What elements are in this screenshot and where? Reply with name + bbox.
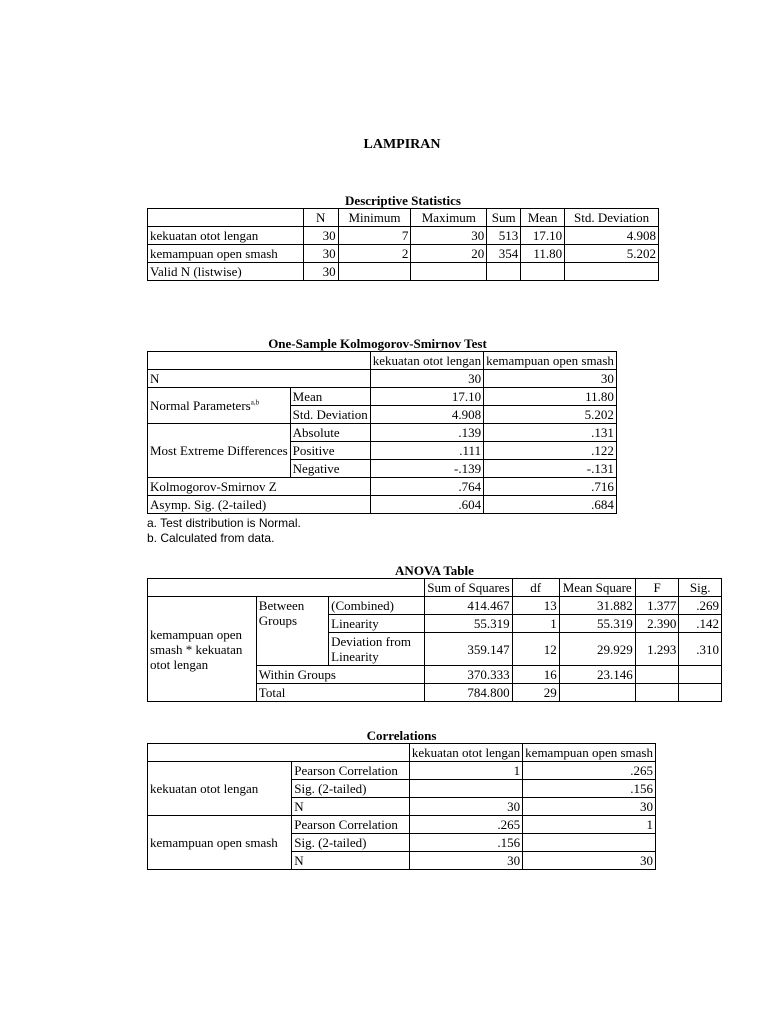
cell: 354: [487, 245, 521, 263]
row-label: Kolmogorov-Smirnov Z: [148, 478, 371, 496]
table-row: [148, 370, 617, 388]
footnotes: [147, 516, 608, 546]
stat-label: N: [292, 798, 410, 816]
row-label: Within Groups: [256, 666, 425, 684]
footnote-b: b. Calculated from data.: [147, 531, 275, 545]
stat-label: Sig. (2-tailed): [292, 834, 410, 852]
cell: 30: [484, 370, 617, 388]
cell: .716: [484, 478, 617, 496]
cell: 17.10: [521, 227, 565, 245]
table-row: [148, 352, 617, 370]
cell: 17.10: [370, 388, 483, 406]
row-label: kekuatan otot lengan: [148, 227, 304, 245]
anova-title: ANOVA Table: [395, 563, 474, 578]
cell: 359.147: [425, 633, 512, 666]
cell: 30: [409, 798, 522, 816]
stat-label: Sig. (2-tailed): [292, 780, 410, 798]
row-label: Most Extreme Differences: [148, 424, 291, 478]
cell: 7: [338, 227, 411, 245]
column-header: df: [512, 579, 559, 597]
cell: 30: [409, 852, 522, 870]
descriptive-title: Descriptive Statistics: [345, 193, 461, 208]
cell: 55.319: [425, 615, 512, 633]
cell: .139: [370, 424, 483, 442]
stat-label: Std. Deviation: [290, 406, 370, 424]
stat-label: Linearity: [329, 615, 425, 633]
column-header: Mean: [521, 209, 565, 227]
cell: 20: [411, 245, 487, 263]
stat-label: Negative: [290, 460, 370, 478]
ks-test-block: [147, 336, 614, 546]
cell: 513: [487, 227, 521, 245]
cell: 12: [512, 633, 559, 666]
cell: .156: [523, 780, 656, 798]
row-label: N: [148, 370, 371, 388]
anova-table: [147, 578, 722, 702]
cell: 1.377: [635, 597, 679, 615]
cell: 784.800: [425, 684, 512, 702]
table-row: [148, 478, 617, 496]
cell: 4.908: [565, 227, 659, 245]
cell: 30: [303, 263, 338, 281]
cell: 31.882: [559, 597, 635, 615]
footnote-marker: a,b: [250, 398, 260, 407]
cell: 23.146: [559, 666, 635, 684]
descriptive-statistics-block: [147, 193, 659, 281]
cell: .265: [523, 762, 656, 780]
cell: 29: [512, 684, 559, 702]
row-label: Valid N (listwise): [148, 263, 304, 281]
table-row: [148, 227, 659, 245]
cell: 2: [338, 245, 411, 263]
row-label: Asymp. Sig. (2-tailed): [148, 496, 371, 514]
stat-label: Absolute: [290, 424, 370, 442]
cell: 5.202: [565, 245, 659, 263]
table-row: [148, 597, 722, 615]
correlations-table: [147, 743, 656, 870]
column-header: F: [635, 579, 679, 597]
footnote-a: a. Test distribution is Normal.: [147, 516, 301, 530]
cell: -.139: [370, 460, 483, 478]
column-header: Std. Deviation: [565, 209, 659, 227]
table-row: [148, 424, 617, 442]
table-row: [148, 245, 659, 263]
cell: 55.319: [559, 615, 635, 633]
stat-label: Mean: [290, 388, 370, 406]
column-header: Maximum: [411, 209, 487, 227]
column-header: Sum: [487, 209, 521, 227]
cell: 2.390: [635, 615, 679, 633]
column-header: Mean Square: [559, 579, 635, 597]
cell: .684: [484, 496, 617, 514]
cell: 1.293: [635, 633, 679, 666]
cell: -.131: [484, 460, 617, 478]
column-header: Sig.: [679, 579, 722, 597]
row-label: kemampuan open smash * kekuatan otot lengan: [148, 597, 257, 702]
column-header: N: [303, 209, 338, 227]
cell: 1: [523, 816, 656, 834]
correlations-title: Correlations: [366, 728, 437, 743]
cell: 29.929: [559, 633, 635, 666]
stat-label: (Combined): [329, 597, 425, 615]
anova-block: [147, 563, 722, 702]
stat-label: N: [292, 852, 410, 870]
table-row: [148, 579, 722, 597]
cell: 11.80: [484, 388, 617, 406]
cell: .310: [679, 633, 722, 666]
cell: .764: [370, 478, 483, 496]
cell: 30: [303, 245, 338, 263]
table-row: [148, 209, 659, 227]
ks-title: One-Sample Kolmogorov-Smirnov Test: [268, 336, 487, 351]
cell: 4.908: [370, 406, 483, 424]
cell: .156: [409, 834, 522, 852]
column-header: Minimum: [338, 209, 411, 227]
cell: 5.202: [484, 406, 617, 424]
column-header: kemampuan open smash: [484, 352, 617, 370]
page-title: LAMPIRAN: [363, 137, 441, 152]
cell: .604: [370, 496, 483, 514]
cell: 30: [523, 852, 656, 870]
row-label: [148, 388, 291, 424]
cell: .122: [484, 442, 617, 460]
stat-label: Pearson Correlation: [292, 816, 410, 834]
cell: 370.333: [425, 666, 512, 684]
cell: 30: [523, 798, 656, 816]
column-header: kekuatan otot lengan: [409, 744, 522, 762]
cell: .142: [679, 615, 722, 633]
cell: 1: [512, 615, 559, 633]
row-label: Total: [256, 684, 425, 702]
cell: .131: [484, 424, 617, 442]
cell: .269: [679, 597, 722, 615]
row-label: kekuatan otot lengan: [148, 762, 292, 816]
table-row: [148, 762, 656, 780]
cell: .111: [370, 442, 483, 460]
column-header: kemampuan open smash: [523, 744, 656, 762]
correlations-block: [147, 728, 656, 870]
cell: 30: [411, 227, 487, 245]
row-label: Between Groups: [256, 597, 328, 666]
descriptive-table: [147, 208, 659, 281]
table-row: [148, 744, 656, 762]
cell: .265: [409, 816, 522, 834]
table-row: [148, 263, 659, 281]
stat-label: Pearson Correlation: [292, 762, 410, 780]
column-header: Sum of Squares: [425, 579, 512, 597]
normal-parameters-label: Normal Parameters: [150, 398, 251, 413]
table-row: [148, 496, 617, 514]
cell: [409, 780, 522, 798]
cell: 30: [303, 227, 338, 245]
table-row: [148, 388, 617, 406]
cell: [523, 834, 656, 852]
table-row: [148, 816, 656, 834]
cell: 414.467: [425, 597, 512, 615]
cell: 16: [512, 666, 559, 684]
cell: 13: [512, 597, 559, 615]
ks-table: [147, 351, 617, 514]
cell: 1: [409, 762, 522, 780]
row-label: kemampuan open smash: [148, 245, 304, 263]
stat-label: Positive: [290, 442, 370, 460]
column-header: kekuatan otot lengan: [370, 352, 483, 370]
row-label: kemampuan open smash: [148, 816, 292, 870]
cell: 30: [370, 370, 483, 388]
stat-label: Deviation from Linearity: [329, 633, 425, 666]
cell: 11.80: [521, 245, 565, 263]
